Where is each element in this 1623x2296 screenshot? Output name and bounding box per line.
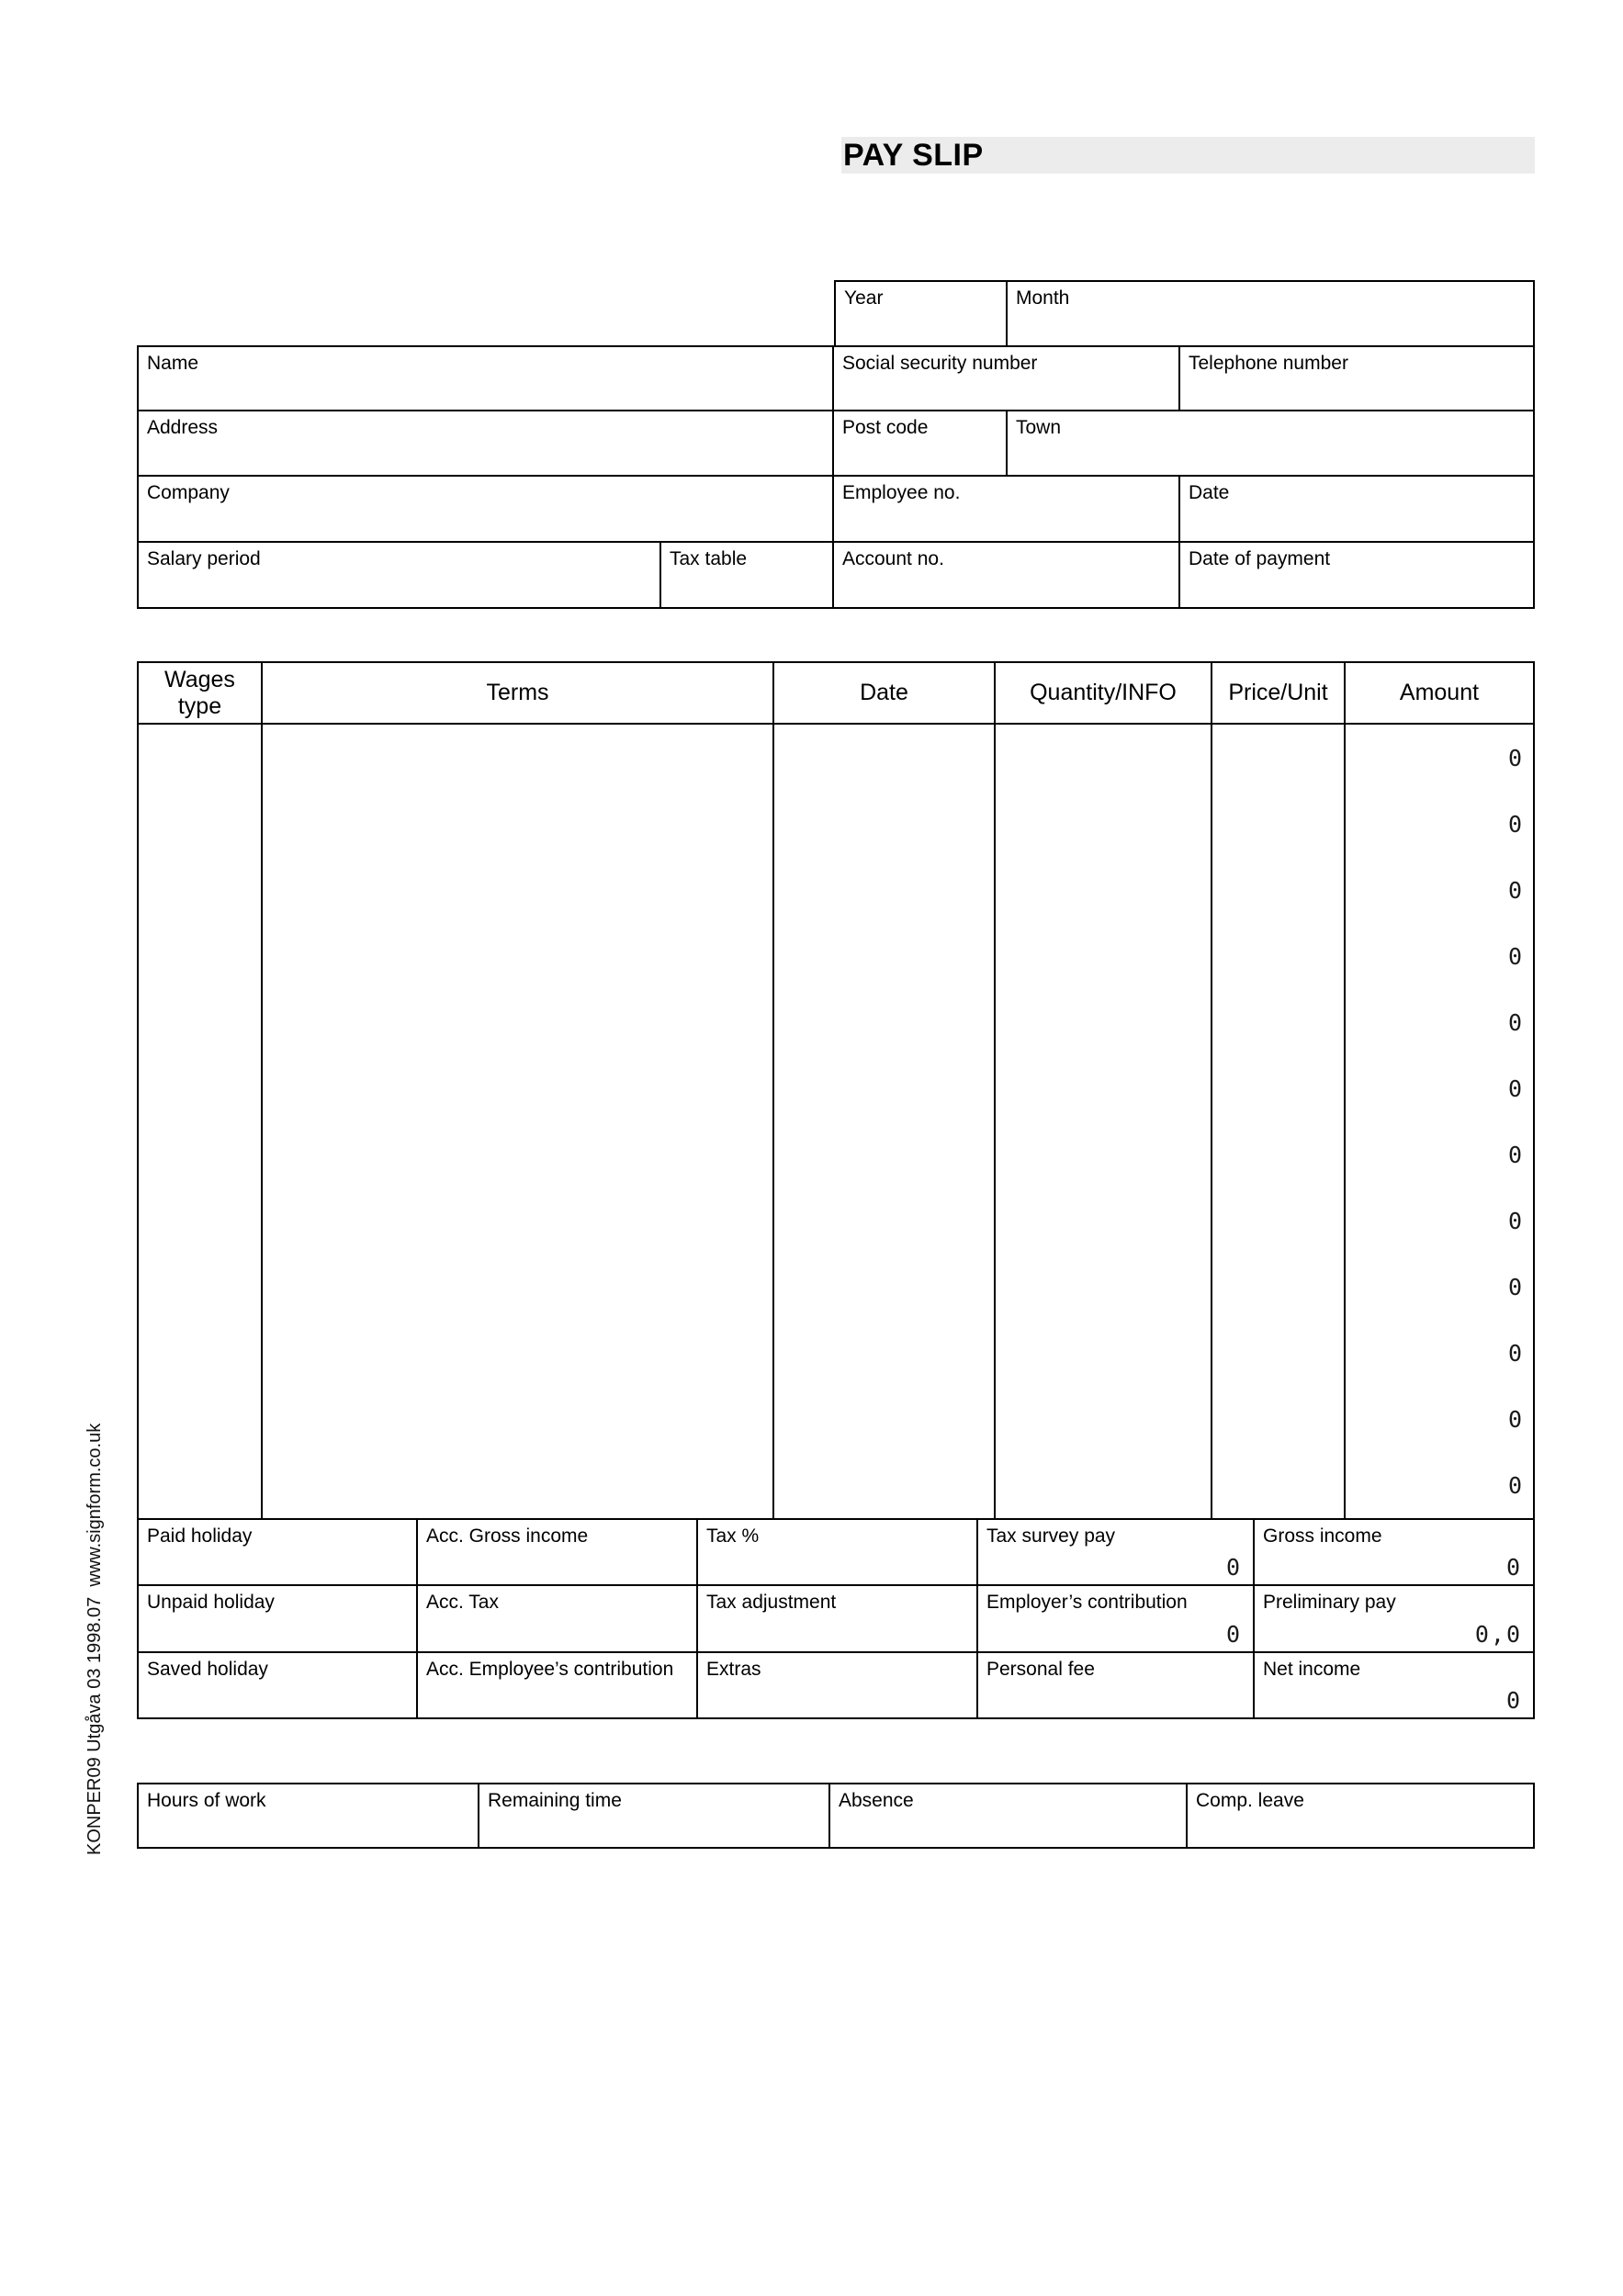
- field-social-security-number: [834, 347, 1180, 410]
- acc-tax-label: Acc. Tax: [426, 1592, 499, 1613]
- acc-gross-income-label: Acc. Gross income: [426, 1525, 589, 1547]
- page-title: PAY SLIP: [843, 138, 984, 173]
- field-company: [139, 477, 834, 541]
- summary-row-1: [137, 1520, 1535, 1586]
- account-no-label: Account no.: [842, 548, 944, 569]
- date-label: Date: [1189, 482, 1230, 503]
- acc-employees-contribution-label: Acc. Employee’s contribution: [426, 1659, 674, 1680]
- amount-value: 0: [1507, 1273, 1522, 1300]
- info-row-name: [137, 345, 1535, 411]
- telephone-number-label: Telephone number: [1189, 353, 1348, 374]
- tax-survey-pay-label: Tax survey pay: [986, 1525, 1116, 1547]
- price-unit-column: [1212, 725, 1346, 1518]
- amount-value: 0: [1507, 744, 1522, 771]
- field-account-no: [834, 543, 1180, 607]
- header-quantity-info: Quantity/INFO: [996, 663, 1212, 723]
- field-unpaid-holiday: [139, 1586, 418, 1651]
- amount-value: 0: [1507, 1339, 1522, 1367]
- tax-adjustment-label: Tax adjustment: [706, 1592, 837, 1613]
- title-band: [841, 137, 1535, 174]
- town-label: Town: [1016, 417, 1062, 438]
- field-employee-no: [834, 477, 1180, 541]
- field-year: [836, 282, 1008, 345]
- preliminary-pay-label: Preliminary pay: [1263, 1592, 1396, 1613]
- employers-contribution-label: Employer’s contribution: [986, 1592, 1188, 1613]
- field-paid-holiday: [139, 1520, 418, 1584]
- info-row-year-month: [834, 280, 1535, 345]
- field-acc-tax: [418, 1586, 698, 1651]
- paid-holiday-label: Paid holiday: [147, 1525, 253, 1547]
- saved-holiday-label: Saved holiday: [147, 1659, 268, 1680]
- date-column: [774, 725, 996, 1518]
- field-acc-gross-income: [418, 1520, 698, 1584]
- field-hours-of-work: [139, 1784, 479, 1847]
- field-name: [139, 347, 834, 410]
- field-preliminary-pay: [1255, 1586, 1533, 1651]
- info-row-salary: [137, 543, 1535, 609]
- tax-percent-label: Tax %: [706, 1525, 760, 1547]
- wages-type-column: [139, 725, 263, 1518]
- field-personal-fee: [978, 1653, 1255, 1717]
- gross-income-label: Gross income: [1263, 1525, 1382, 1547]
- amount-value: 0: [1507, 1471, 1522, 1499]
- field-employers-contribution: [978, 1586, 1255, 1651]
- field-date: [1180, 477, 1533, 541]
- header-date: Date: [774, 663, 996, 723]
- employee-no-label: Employee no.: [842, 482, 961, 503]
- remaining-time-label: Remaining time: [488, 1790, 622, 1811]
- hours-row: [137, 1783, 1535, 1849]
- personal-fee-label: Personal fee: [986, 1659, 1095, 1680]
- company-label: Company: [147, 482, 230, 503]
- salary-period-label: Salary period: [147, 548, 261, 569]
- field-comp-leave: [1188, 1784, 1533, 1847]
- quantity-info-column: [996, 725, 1212, 1518]
- summary-row-2: [137, 1586, 1535, 1653]
- tax-survey-pay-value: 0: [1225, 1554, 1242, 1581]
- year-label: Year: [844, 287, 884, 309]
- employers-contribution-value: 0: [1225, 1621, 1242, 1648]
- social-security-number-label: Social security number: [842, 353, 1038, 374]
- date-of-payment-label: Date of payment: [1189, 548, 1331, 569]
- field-tax-survey-pay: [978, 1520, 1255, 1584]
- field-tax-table: [661, 543, 834, 607]
- form-code-note: KONPER09 Utgåva 03 1998.07 www.signform.co.uk: [85, 1423, 105, 1855]
- absence-label: Absence: [839, 1790, 914, 1811]
- field-acc-employees-contribution: [418, 1653, 698, 1717]
- amount-value: 0: [1507, 1141, 1522, 1168]
- field-address: [139, 411, 834, 475]
- field-remaining-time: [479, 1784, 830, 1847]
- net-income-value: 0: [1505, 1687, 1522, 1714]
- field-post-code: [834, 411, 1008, 475]
- amount-value: 0: [1507, 1405, 1522, 1433]
- address-label: Address: [147, 417, 219, 438]
- field-tax-adjustment: [698, 1586, 978, 1651]
- header-amount: Amount: [1399, 680, 1480, 706]
- field-net-income: [1255, 1653, 1533, 1717]
- month-label: Month: [1016, 287, 1070, 309]
- wages-table-body: [137, 725, 1535, 1520]
- gross-income-value: 0: [1505, 1554, 1522, 1581]
- summary-row-3: [137, 1653, 1535, 1719]
- extras-label: Extras: [706, 1659, 761, 1680]
- comp-leave-label: Comp. leave: [1196, 1790, 1304, 1811]
- amount-value: 0: [1507, 1207, 1522, 1234]
- unpaid-holiday-label: Unpaid holiday: [147, 1592, 275, 1613]
- amount-value: 0: [1507, 876, 1522, 904]
- field-town: [1008, 411, 1533, 475]
- amount-value: 0: [1507, 810, 1522, 838]
- field-extras: [698, 1653, 978, 1717]
- field-absence: [830, 1784, 1188, 1847]
- header-price-unit: Price/Unit: [1212, 663, 1346, 723]
- field-gross-income: [1255, 1520, 1533, 1584]
- info-row-company: [137, 477, 1535, 543]
- field-tax-percent: [698, 1520, 978, 1584]
- header-terms: Terms: [263, 663, 774, 723]
- net-income-label: Net income: [1263, 1659, 1361, 1680]
- preliminary-pay-value: 0,0: [1474, 1621, 1522, 1648]
- post-code-label: Post code: [842, 417, 929, 438]
- wages-table-header: [137, 661, 1535, 725]
- name-label: Name: [147, 353, 199, 374]
- amount-value: 0: [1507, 1075, 1522, 1102]
- hours-of-work-label: Hours of work: [147, 1790, 266, 1811]
- info-row-address: [137, 411, 1535, 477]
- tax-table-label: Tax table: [670, 548, 748, 569]
- header-wages-type: Wages type: [139, 663, 263, 723]
- amount-values: [1346, 725, 1533, 1518]
- amount-value: 0: [1507, 1008, 1522, 1036]
- amount-value: 0: [1507, 942, 1522, 970]
- amount-column: [1346, 725, 1533, 1518]
- field-saved-holiday: [139, 1653, 418, 1717]
- field-date-of-payment: [1180, 543, 1533, 607]
- field-month: [1008, 282, 1533, 345]
- terms-column: [263, 725, 774, 1518]
- field-salary-period: [139, 543, 661, 607]
- field-telephone-number: [1180, 347, 1533, 410]
